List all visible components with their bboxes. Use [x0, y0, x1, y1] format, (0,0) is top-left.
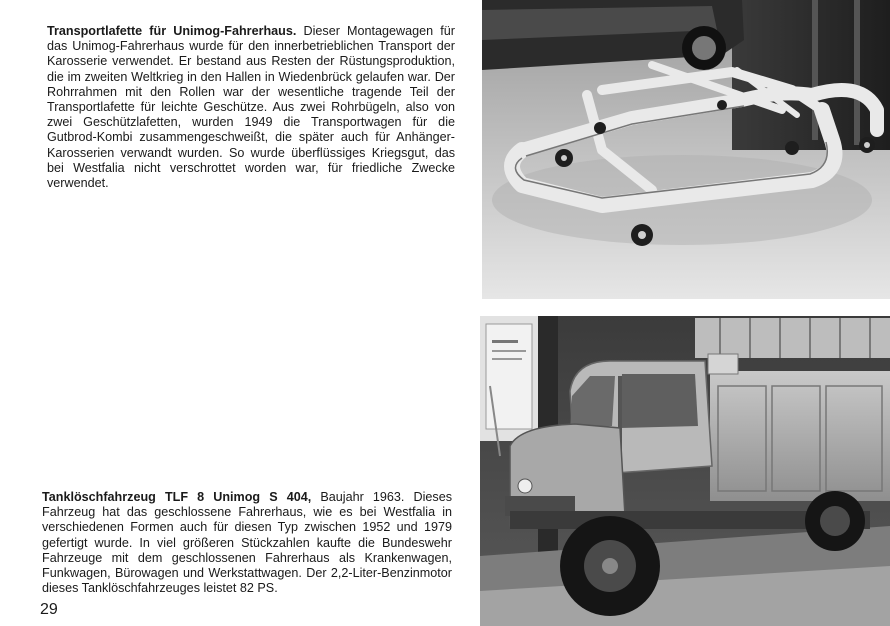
page-number: 29	[40, 601, 58, 618]
caption-body: Baujahr 1963. Dieses Fahrzeug hat das geschlossene Fahrerhaus, wie es bei Westfalia in verschiedenen Formen auch für diesen Typ zwischen 1952 und 1979 gefertigt wurde. In viel größeren Stückzahlen kaufte die Bundeswehr Fahrzeuge mit dem geschlossenen Fahrerhaus als Krankenwagen, Funkwagen, Bürowagen und Werkstattwagen. Der 2,2-Liter-Benzinmotor dieses Tanklöschfahrzeuges leistet 82 PS.	[42, 490, 453, 596]
photo-transport-frame-image	[482, 0, 890, 299]
photo-transportlafette	[482, 0, 890, 299]
photo-tankloeschfahrzeug	[480, 316, 890, 626]
caption-body: Dieser Montagewagen für das Unimog-Fahrerhaus wurde für den innerbetrieblichen Transport der Karosserie verwendet. Er bestand aus Resten der Rüstungsproduktion, die im zweiten Weltkrieg in den Hallen in Wiedenbrück gelaufen war. Der Rohrrahmen mit den Rollen war der wesentliche tragende Teil der Transportlafette für leichte Geschütze. Aus zwei Rohrbügeln, also von zwei Geschützlafetten, wurden 1949 die Transportwagen für die Gutbrod-Kombi zusammengeschweißt, die später auch für Anhänger-Karosserien verwandt wurden. So wurde überflüssiges Kriegsgut, das bei Westfalia nicht verschrottet worden war, für friedliche Zwecke verwendet.	[47, 24, 455, 191]
caption-heading: Transportlafette für Unimog-Fahrerhaus.	[47, 24, 297, 38]
caption-transportlafette	[47, 24, 455, 191]
photo-unimog-truck-image	[480, 316, 890, 626]
caption-heading: Tanklöschfahrzeug TLF 8 Unimog S 404,	[42, 490, 312, 504]
caption-tankloeschfahrzeug	[42, 490, 452, 596]
